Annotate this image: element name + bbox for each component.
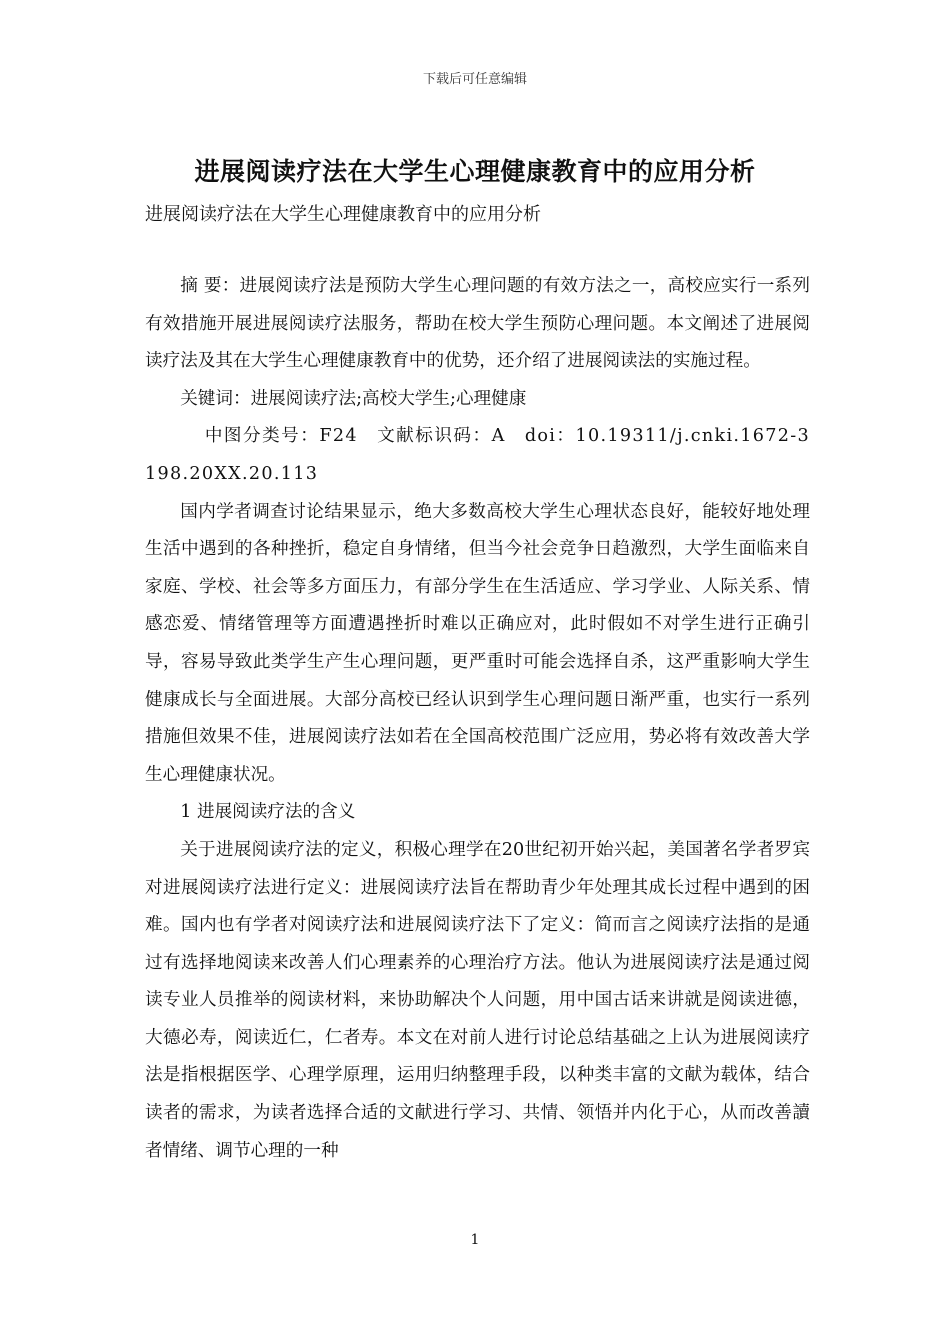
classification-line: 中图分类号：F24 文献标识码：A doi：10.19311/j.cnki.1672-3198.20XX.20.113	[145, 426, 810, 484]
definition-paragraph: 关于进展阅读疗法的定义，积极心理学在20世纪初开始兴起，美国著名学者罗宾对进展阅读疗法进行定义：进展阅读疗法旨在帮助青少年处理其成长过程中遇到的困难。国内也有学者对阅读疗法和进展阅读疗法下了定义：简而言之阅读疗法指的是通过有选择地阅读来改善人们心理素养的心理治疗方法。他认为进展阅读疗法是通过阅读专业人员推举的阅读材料，来协助解决个人问题，用中国古话来讲就是阅读进德，大德必寿，阅读近仁，仁者寿。本文在对前人进行讨论总结基础之上认为进展阅读疗法是指根据医学、心理学原理，运用归纳整理手段，以种类丰富的文献为载体，结合读者的需求，为读者选择合适的文献进行学习、共情、领悟并内化于心，从而改善讀者情绪、调节心理的一种	[145, 839, 810, 1161]
abstract-paragraph: 摘 要：进展阅读疗法是预防大学生心理问题的有效方法之一，高校应实行一系列有效措施开展进展阅读疗法服务，帮助在校大学生预防心理问题。本文阐述了进展阅读疗法及其在大学生心理健康教育中的优势，还介绍了进展阅读法的实施过程。	[145, 276, 810, 372]
intro-paragraph: 国内学者调查讨论结果显示，绝大多数高校大学生心理状态良好，能较好地处理生活中遇到的各种挫折，稳定自身情绪，但当今社会竞争日趋激烈，大学生面临来自家庭、学校、社会等多方面压力，有部分学生在生活适应、学习学业、人际关系、情感恋爱、情绪管理等方面遭遇挫折时难以正确应对，此时假如不对学生进行正确引导，容易导致此类学生产生心理问题，更严重时可能会选择自杀，这严重影响大学生健康成长与全面进展。大部分高校已经认识到学生心理问题日渐严重，也实行一系列措施但效果不佳，进展阅读疗法如若在全国高校范围广泛应用，势必将有效改善大学生心理健康状况。	[145, 501, 810, 785]
document-subtitle: 进展阅读疗法在大学生心理健康教育中的应用分析	[145, 204, 541, 225]
document-title: 进展阅读疗法在大学生心理健康教育中的应用分析	[194, 157, 756, 186]
page-number: 1	[470, 1232, 480, 1248]
section-heading: 1 进展阅读疗法的含义	[180, 802, 356, 823]
header-note: 下载后可任意编辑	[422, 72, 527, 87]
keywords-line: 关键词：进展阅读疗法;高校大学生;心理健康	[180, 388, 527, 409]
body-text	[145, 268, 810, 1170]
